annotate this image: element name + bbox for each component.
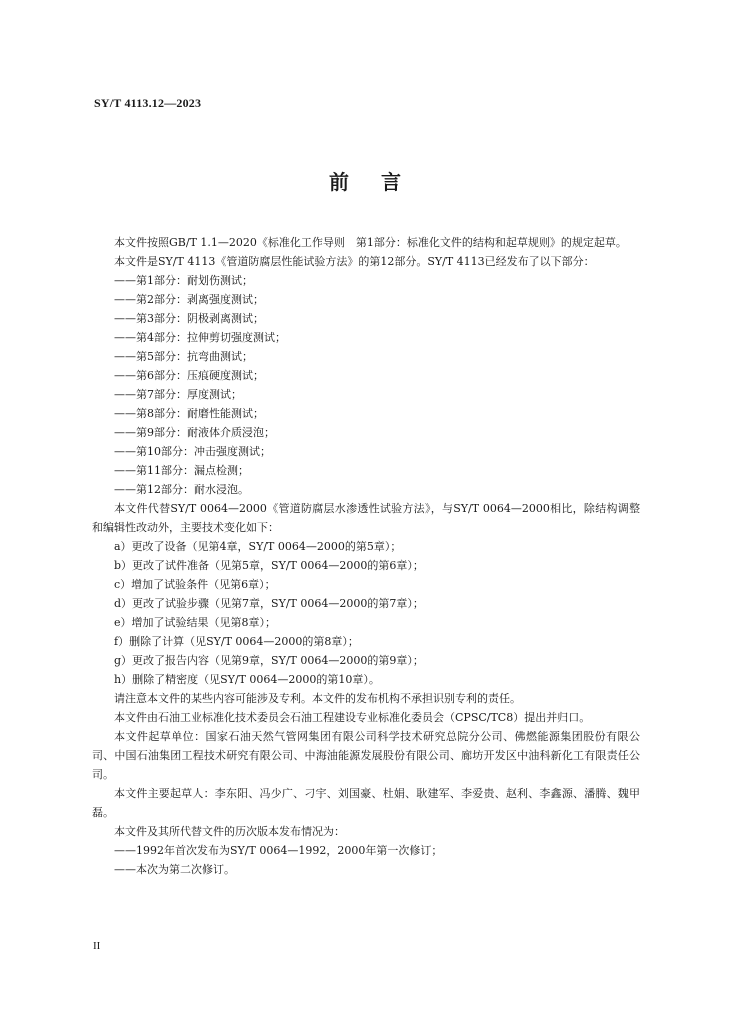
list-item: ——第10部分：冲击强度测试；: [114, 445, 271, 458]
foreword-body: [92, 233, 640, 879]
list-item: ——第7部分：厚度测试；: [114, 388, 242, 401]
paragraph-drafting-units: 本文件起草单位：国家石油天然气管网集团有限公司科学技术研究总院分公司、佛燃能源集团股份有限公司、中国石油集团工程技术研究有限公司、中海油能源发展股份有限公司、廊坊开发区中油科新化工有限责任公司。: [92, 730, 640, 781]
list-item: h）删除了精密度（见SY/T 0064—2000的第10章）。: [114, 673, 380, 686]
list-item: ——第11部分：漏点检测；: [114, 464, 249, 477]
list-item: ——第6部分：压痕硬度测试；: [114, 369, 264, 382]
changes-list: [92, 537, 640, 689]
list-item: ——第5部分：抗弯曲测试；: [114, 350, 253, 363]
list-item: ——第12部分：耐水浸泡。: [114, 483, 249, 496]
list-item: ——第8部分：耐磨性能测试；: [114, 407, 264, 420]
paragraph-drafting-rules: 本文件按照GB/T 1.1—2020《标准化工作导则 第1部分：标准化文件的结构和起草规则》的规定起草。: [114, 236, 627, 249]
list-item: ——本次为第二次修订。: [114, 863, 235, 876]
paragraph-series-info: 本文件是SY/T 4113《管道防腐层性能试验方法》的第12部分。SY/T 4113已经发布了以下部分：: [114, 255, 595, 268]
parts-list: [92, 271, 640, 499]
list-item: f）删除了计算（见SY/T 0064—2000的第8章）；: [114, 635, 359, 648]
list-item: ——第1部分：耐划伤测试；: [114, 274, 253, 287]
list-item: e）增加了试验结果（见第8章）；: [114, 616, 277, 629]
list-item: d）更改了试验步骤（见第7章，SY/T 0064—2000的第7章）；: [114, 597, 424, 610]
paragraph-replacement: 本文件代替SY/T 0064—2000《管道防腐层水渗透性试验方法》，与SY/T 0064—2000相比，除结构调整和编辑性改动外，主要技术变化如下：: [92, 502, 640, 534]
list-item: ——第9部分：耐液体介质浸泡；: [114, 426, 275, 439]
list-item: ——第4部分：拉伸剪切强度测试；: [114, 331, 286, 344]
list-item: a）更改了设备（见第4章，SY/T 0064—2000的第5章）；: [114, 540, 402, 553]
list-item: ——第3部分：阴极剥离测试；: [114, 312, 264, 325]
paragraph-patent-notice: 请注意本文件的某些内容可能涉及专利。本文件的发布机构不承担识别专利的责任。: [114, 692, 521, 705]
document-code: SY/T 4113.12—2023: [94, 96, 202, 110]
paragraph-committee: 本文件由石油工业标准化技术委员会石油工程建设专业标准化委员会（CPSC/TC8）提出并归口。: [114, 711, 591, 724]
page-number: II: [93, 940, 101, 952]
paragraph-drafters: 本文件主要起草人：李东阳、冯少广、刁宇、刘国豪、杜娟、耿建军、李爱贵、赵利、李鑫源、潘腾、魏甲磊。: [92, 787, 640, 819]
list-item: g）更改了报告内容（见第9章，SY/T 0064—2000的第9章）；: [114, 654, 424, 667]
list-item: b）更改了试件准备（见第5章，SY/T 0064—2000的第6章）；: [114, 559, 424, 572]
paragraph-history-intro: 本文件及其所代替文件的历次版本发布情况为：: [114, 825, 345, 838]
list-item: ——第2部分：剥离强度测试；: [114, 293, 264, 306]
history-list: [92, 841, 640, 879]
list-item: ——1992年首次发布为SY/T 0064—1992，2000年第一次修订；: [114, 844, 443, 857]
page-title: 前言: [329, 170, 433, 194]
list-item: c）增加了试验条件（见第6章）；: [114, 578, 276, 591]
